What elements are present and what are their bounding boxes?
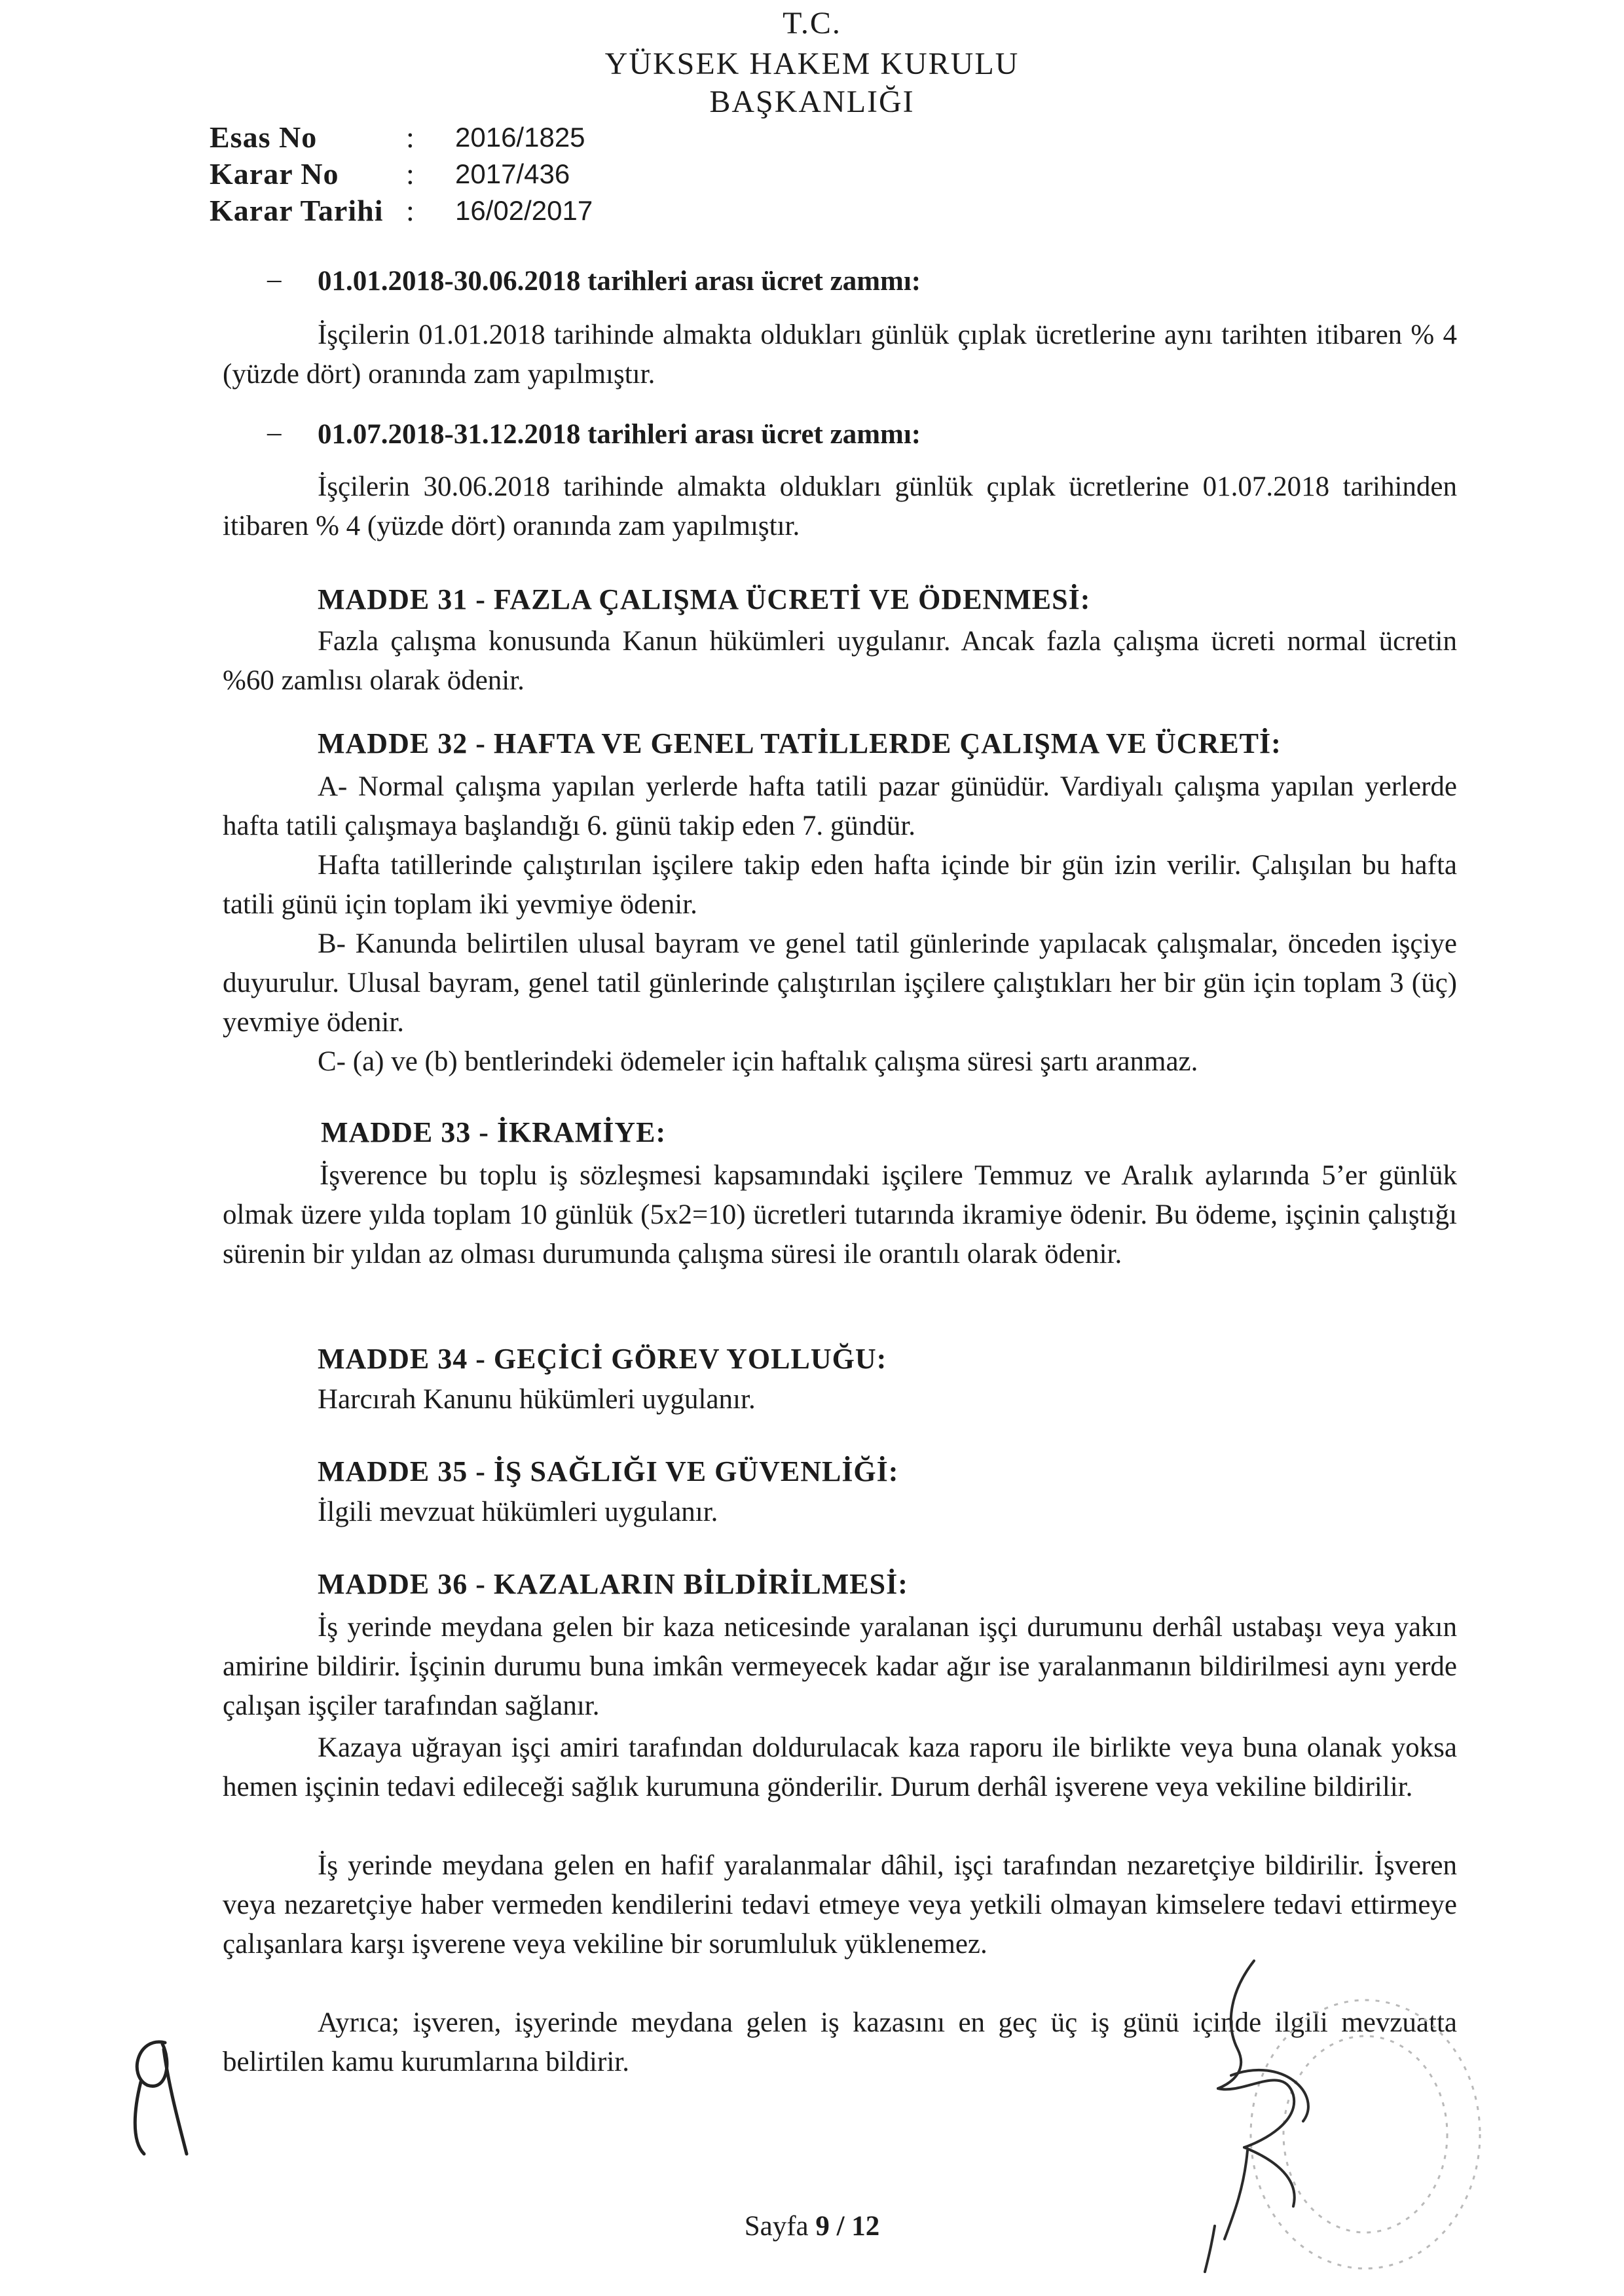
esas-label: Esas No	[210, 120, 318, 154]
madde33-heading: MADDE 33 - İKRAMİYE:	[321, 1116, 667, 1148]
madde34-heading: MADDE 34 - GEÇİCİ GÖREV YOLLUĞU:	[318, 1343, 887, 1375]
dash-bullet: –	[267, 264, 282, 295]
madde36-paragraph-3: İş yerinde meydana gelen en hafif yaralanmalar dâhil, işçi tarafından nezaretçiye bildirilir. İşveren veya nezaretçiye haber vermeden kendilerini tedavi etmeye veya yetkili olmayan kimselere tedavi ettirmeye çalışanlara karşı işverene veya vekiline bir sorumluluk yüklenemez.	[223, 1850, 1457, 1959]
madde32-heading: MADDE 32 - HAFTA VE GENEL TATİLLERDE ÇALIŞMA VE ÜCRETİ:	[318, 727, 1282, 759]
karar-label: Karar No	[210, 157, 339, 191]
page-number: 9 / 12	[815, 2211, 880, 2242]
madde32-paragraph-a2: Hafta tatillerinde çalıştırılan işçilere takip eden hafta içinde bir gün izin verilir. Çalışılan bu hafta tatili günü için toplam iki yevmiye ödenir.	[223, 850, 1457, 920]
madde33-text: İşverence bu toplu iş sözleşmesi kapsamındaki işçilere Temmuz ve Aralık aylarında 5’er günlük olmak üzere yılda toplam 10 günlük (5x2=10) ücretleri tutarında ikramiye ödenir. Bu ödeme, işçinin çalıştığı sürenin bir yıldan az olması durumunda çalışma süresi ile orantılı olarak ödenir.	[223, 1160, 1457, 1269]
raise1-heading: 01.01.2018-30.06.2018 tarihleri arası ücret zammı:	[318, 266, 921, 297]
madde32-paragraph-a: A- Normal çalışma yapılan yerlerde hafta tatili pazar günüdür. Vardiyalı çalışma yapılan yerlerde hafta tatili çalışmaya başlandığı 6. günü takip eden 7. gündür.	[223, 771, 1457, 841]
separator: :	[406, 120, 415, 154]
madde36-heading: MADDE 36 - KAZALARIN BİLDİRİLMESİ:	[318, 1568, 908, 1600]
stamp	[1251, 2000, 1480, 2269]
tarih-label: Karar Tarihi	[210, 194, 384, 227]
madde35-heading: MADDE 35 - İŞ SAĞLIĞI VE GÜVENLİĞİ:	[318, 1455, 899, 1487]
madde36-paragraph-4: Ayrıca; işveren, işyerinde meydana gelen iş kazasını en geç üç iş günü içinde ilgili mevzuatta belirtilen kamu kurumlarına bildirir.	[223, 2007, 1457, 2077]
madde31-heading: MADDE 31 - FAZLA ÇALIŞMA ÜCRETİ VE ÖDENMESİ:	[318, 583, 1091, 615]
karar-value: 2017/436	[455, 158, 570, 189]
madde36-paragraph-1: İş yerinde meydana gelen bir kaza neticesinde yaralanan işçi durumunu derhâl ustabaşı veya yakın amirine bildirir. İşçinin durumu buna imkân vermeyecek kadar ağır ise yaralanmanın bildirilmesi aynı yerde çalışan işçiler tarafından sağlanır.	[223, 1612, 1457, 1721]
madde36-paragraph-2: Kazaya uğrayan işçi amiri tarafından doldurulacak kaza raporu ile birlikte veya buna olanak yoksa hemen işçinin tedavi edileceği sağlık kurumuna gönderilir. Durum derhâl işverene veya vekiline bildirilir.	[223, 1732, 1457, 1802]
madde31-text: Fazla çalışma konusunda Kanun hükümleri uygulanır. Ancak fazla çalışma ücreti normal ücretin %60 zamlısı olarak ödenir.	[223, 626, 1457, 696]
dash-bullet: –	[267, 417, 282, 448]
handwritten-page-number	[135, 2042, 187, 2154]
separator: :	[406, 157, 415, 191]
madde35-text: İlgili mevzuat hükümleri uygulanır.	[318, 1497, 718, 1527]
signature	[1205, 1961, 1308, 2272]
footer-prefix: Sayfa	[744, 2211, 816, 2242]
tarih-value: 16/02/2017	[455, 195, 593, 226]
raise2-text: İşçilerin 30.06.2018 tarihinde almakta oldukları günlük çıplak ücretlerine 01.07.2018 tarihinden itibaren % 4 (yüzde dört) oranında zam yapılmıştır.	[223, 471, 1457, 541]
madde34-text: Harcırah Kanunu hükümleri uygulanır.	[318, 1384, 756, 1415]
esas-value: 2016/1825	[455, 122, 585, 153]
raise1-text: İşçilerin 01.01.2018 tarihinde almakta oldukları günlük çıplak ücretlerine aynı tarihten itibaren % 4 (yüzde dört) oranında zam yapılmıştır.	[223, 319, 1457, 390]
madde32-paragraph-b: B- Kanunda belirtilen ulusal bayram ve genel tatil günlerinde yapılacak çalışmalar, önceden işçiye duyurulur. Ulusal bayram, genel tatil günlerinde çalıştırılan işçilere çalıştıkları her bir gün için toplam 3 (üç) yevmiye ödenir.	[223, 928, 1457, 1038]
header-presidency: BAŞKANLIĞI	[709, 84, 915, 119]
header-tc: T.C.	[783, 6, 841, 41]
header-institution: YÜKSEK HAKEM KURULU	[604, 46, 1020, 81]
madde32-paragraph-c: C- (a) ve (b) bentlerindeki ödemeler için haftalık çalışma süresi şartı aranmaz.	[318, 1046, 1198, 1077]
separator: :	[406, 194, 415, 227]
raise2-heading: 01.07.2018-31.12.2018 tarihleri arası ücret zammı:	[318, 419, 921, 450]
